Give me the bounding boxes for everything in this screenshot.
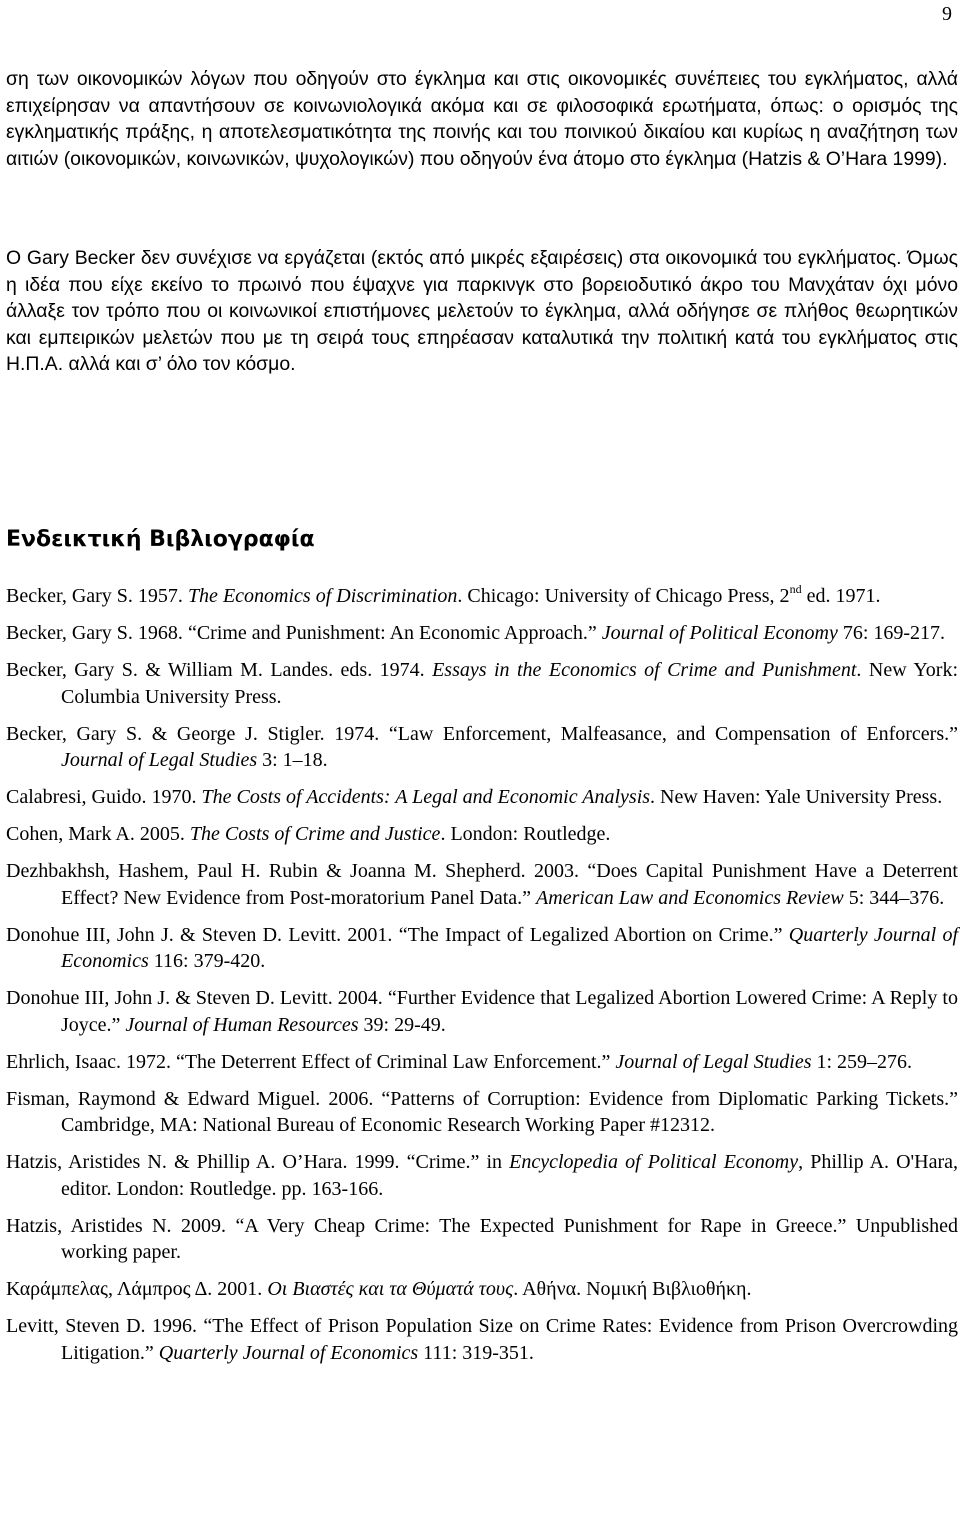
reference-entry xyxy=(6,821,958,848)
ref-publication-details: Unpublished working paper. xyxy=(61,1214,959,1263)
ref-authors-year: Dezhbakhsh, Hashem, Paul H. Rubin & Joanna M. Shepherd. 2003. xyxy=(6,860,588,882)
reference-entry xyxy=(6,985,958,1038)
ref-title-italic: Οι Βιαστές και τα Θύματά τους xyxy=(267,1278,514,1300)
ref-publication-details: . Chicago: University of Chicago Press, 2 xyxy=(457,585,790,607)
reference-entry xyxy=(6,1213,958,1266)
ref-title-quoted: “Patterns of Corruption: Evidence from Diplomatic Parking Tickets.” xyxy=(381,1087,958,1110)
reference-entry xyxy=(6,1149,958,1202)
ref-journal: Journal of Legal Studies xyxy=(615,1050,812,1073)
ref-publication-details: 76: 169-217. xyxy=(837,622,946,644)
ref-authors-year: Donohue III, John J. & Steven D. Levitt. 2001. xyxy=(6,923,399,946)
ref-authors-year: Cohen, Mark A. 2005. xyxy=(6,823,190,845)
ref-connector xyxy=(846,1215,855,1237)
ref-journal: Journal of Legal Studies xyxy=(61,749,258,771)
ref-authors-year: Becker, Gary S. 1968. xyxy=(6,622,188,644)
ref-title-quoted: “Crime and Punishment: An Economic Approach.” xyxy=(187,622,597,644)
ref-authors-year: Donohue III, John J. & Steven D. Levitt. 2004. xyxy=(6,987,388,1009)
ref-journal: Quarterly Journal of Economics xyxy=(158,1341,419,1364)
ref-title-italic: The Costs of Crime and Justice xyxy=(189,823,441,845)
reference-entry xyxy=(6,583,958,610)
ref-superscript: nd xyxy=(789,582,802,596)
ref-authors-year: Ehrlich, Isaac. 1972. xyxy=(6,1050,176,1073)
ref-title-italic: Essays in the Economics of Crime and Punishment xyxy=(432,659,857,681)
ref-publication-details: . New Haven: Yale University Press. xyxy=(650,786,943,808)
ref-journal: Journal of Political Economy xyxy=(601,622,838,644)
reference-entry xyxy=(6,1276,958,1303)
body-paragraph: O Gary Becker δεν συνέχισε να εργάζεται (εκτός από μικρές εξαιρέσεις) στα οικονομικά του εγκλήματος. Όμως η ιδέα που είχε εκείνο το πρωινό που έψαχνε για παρκινγκ στο βορειοδυτικό άκρο του Μανχάταν όχι μόνο άλλαξε τον τρόπο που οι κοινωνικοί επιστήμονες μελετούν το έγκλημα, αλλά οδήγησε σε πλήθος θεωρητικών και εμπειρικών μελετών που με τη σειρά τους επηρέασαν καταλυτικά την πολιτική κατά του εγκλήματος στις Η.Π.Α. αλλά και σ’ όλο τον κόσμο. xyxy=(6,247,958,376)
page-number: 9 xyxy=(942,3,952,25)
ref-publication-details: . London: Routledge. xyxy=(440,823,611,845)
ref-title-quoted: “The Effect of Prison Population Size on Crime Rates: Evidence from Prison Overcrowding Litigation.” xyxy=(61,1315,958,1364)
ref-publication-details: 39: 29-49. xyxy=(358,1013,446,1036)
ref-title-italic: Encyclopedia of Political Economy xyxy=(509,1151,799,1173)
reference-entry xyxy=(6,1086,958,1139)
ref-authors-year: Hatzis, Aristides N. & Phillip A. O’Hara. 1999. xyxy=(6,1151,407,1173)
ref-authors-year: Fisman, Raymond & Edward Miguel. 2006. xyxy=(6,1087,382,1110)
ref-connector: in xyxy=(479,1151,510,1173)
ref-publication-details: 3: 1–18. xyxy=(257,749,328,771)
reference-entry xyxy=(6,784,958,811)
ref-publication-details: . Αθήνα. Νομική Βιβλιοθήκη. xyxy=(513,1278,752,1300)
ref-publication-details: 1: 259–276. xyxy=(811,1050,913,1073)
ref-title-italic: The Economics of Discrimination xyxy=(187,585,458,607)
ref-publication-tail: ed. 1971. xyxy=(801,585,881,607)
ref-publication-details: 116: 379-420. xyxy=(148,950,266,972)
reference-entry xyxy=(6,922,958,975)
reference-entry xyxy=(6,620,958,647)
ref-title-quoted: “The Deterrent Effect of Criminal Law Enforcement.” xyxy=(175,1050,611,1073)
ref-publication-details: , Phillip A. O'Hara, editor. London: Routledge. pp. 163-166. xyxy=(61,1151,959,1200)
ref-publication-details: Cambridge, MA: National Bureau of Economic Research Working Paper #12312. xyxy=(61,1114,715,1136)
ref-publication-details: 5: 344–376. xyxy=(843,886,945,909)
reference-list xyxy=(6,583,958,1377)
ref-journal: Quarterly Journal of Economics xyxy=(61,923,959,972)
ref-title-italic: The Costs of Accidents: A Legal and Economic Analysis xyxy=(201,786,651,808)
ref-authors-year: Becker, Gary S. & William M. Landes. eds. 1974. xyxy=(6,659,433,681)
ref-title-quoted: “A Very Cheap Crime: The Expected Punishment for Rape in Greece.” xyxy=(235,1214,847,1237)
ref-authors-year: Becker, Gary S. 1957. xyxy=(6,585,188,607)
ref-title-quoted: “The Impact of Legalized Abortion on Crime.” xyxy=(398,923,783,946)
ref-authors-year: Becker, Gary S. & George J. Stigler. 1974. xyxy=(6,722,389,745)
ref-authors-year: Καράμπελας, Λάμπρος Δ. 2001. xyxy=(6,1278,268,1300)
ref-authors-year: Hatzis, Aristides N. 2009. xyxy=(6,1214,236,1237)
ref-journal: American Law and Economics Review xyxy=(536,886,844,909)
ref-publication-details: 111: 319-351. xyxy=(418,1341,534,1364)
reference-entry xyxy=(6,657,958,710)
reference-entry xyxy=(6,858,958,911)
reference-entry xyxy=(6,1313,958,1366)
ref-journal: Journal of Human Resources xyxy=(125,1013,359,1036)
ref-authors-year: Calabresi, Guido. 1970. xyxy=(6,786,202,808)
ref-authors-year: Levitt, Steven D. 1996. xyxy=(6,1315,204,1337)
ref-title-quoted: “Law Enforcement, Malfeasance, and Compensation of Enforcers.” xyxy=(388,722,958,745)
bibliography-heading: Ενδεικτική Βιβλιογραφία xyxy=(6,527,315,552)
ref-title-quoted: “Crime.” xyxy=(406,1151,480,1173)
ref-publication-details: . New York: Columbia University Press. xyxy=(61,659,958,708)
ref-title-quoted: “Further Evidence that Legalized Abortion Lowered Crime: A Reply to Joyce.” xyxy=(61,987,958,1036)
body-paragraph: ση των οικονομικών λόγων που οδηγούν στο έγκλημα και στις οικονομικές συνέπειες του εγκλήματος, αλλά επιχείρησαν να απαντήσουν σε κοινωνιολογικά ακόμα και σε φιλοσοφικά ερωτήματα, όπως: ο ορισμός της εγκληματικής πράξης, η αποτελεσματικότητα της ποινής και του ποινικού δικαίου και κυρίως η αναζήτηση των αιτιών (οικονομικών, κοινωνικών, ψυχολογικών) που οδηγούν ένα άτομο στο έγκλημα (Hatzis & O’Hara 1999). xyxy=(6,68,958,170)
reference-entry xyxy=(6,721,958,774)
reference-entry xyxy=(6,1049,958,1076)
ref-title-quoted: “Does Capital Punishment Have a Deterrent Effect? New Evidence from Post-moratorium Panel Data.” xyxy=(61,860,958,909)
